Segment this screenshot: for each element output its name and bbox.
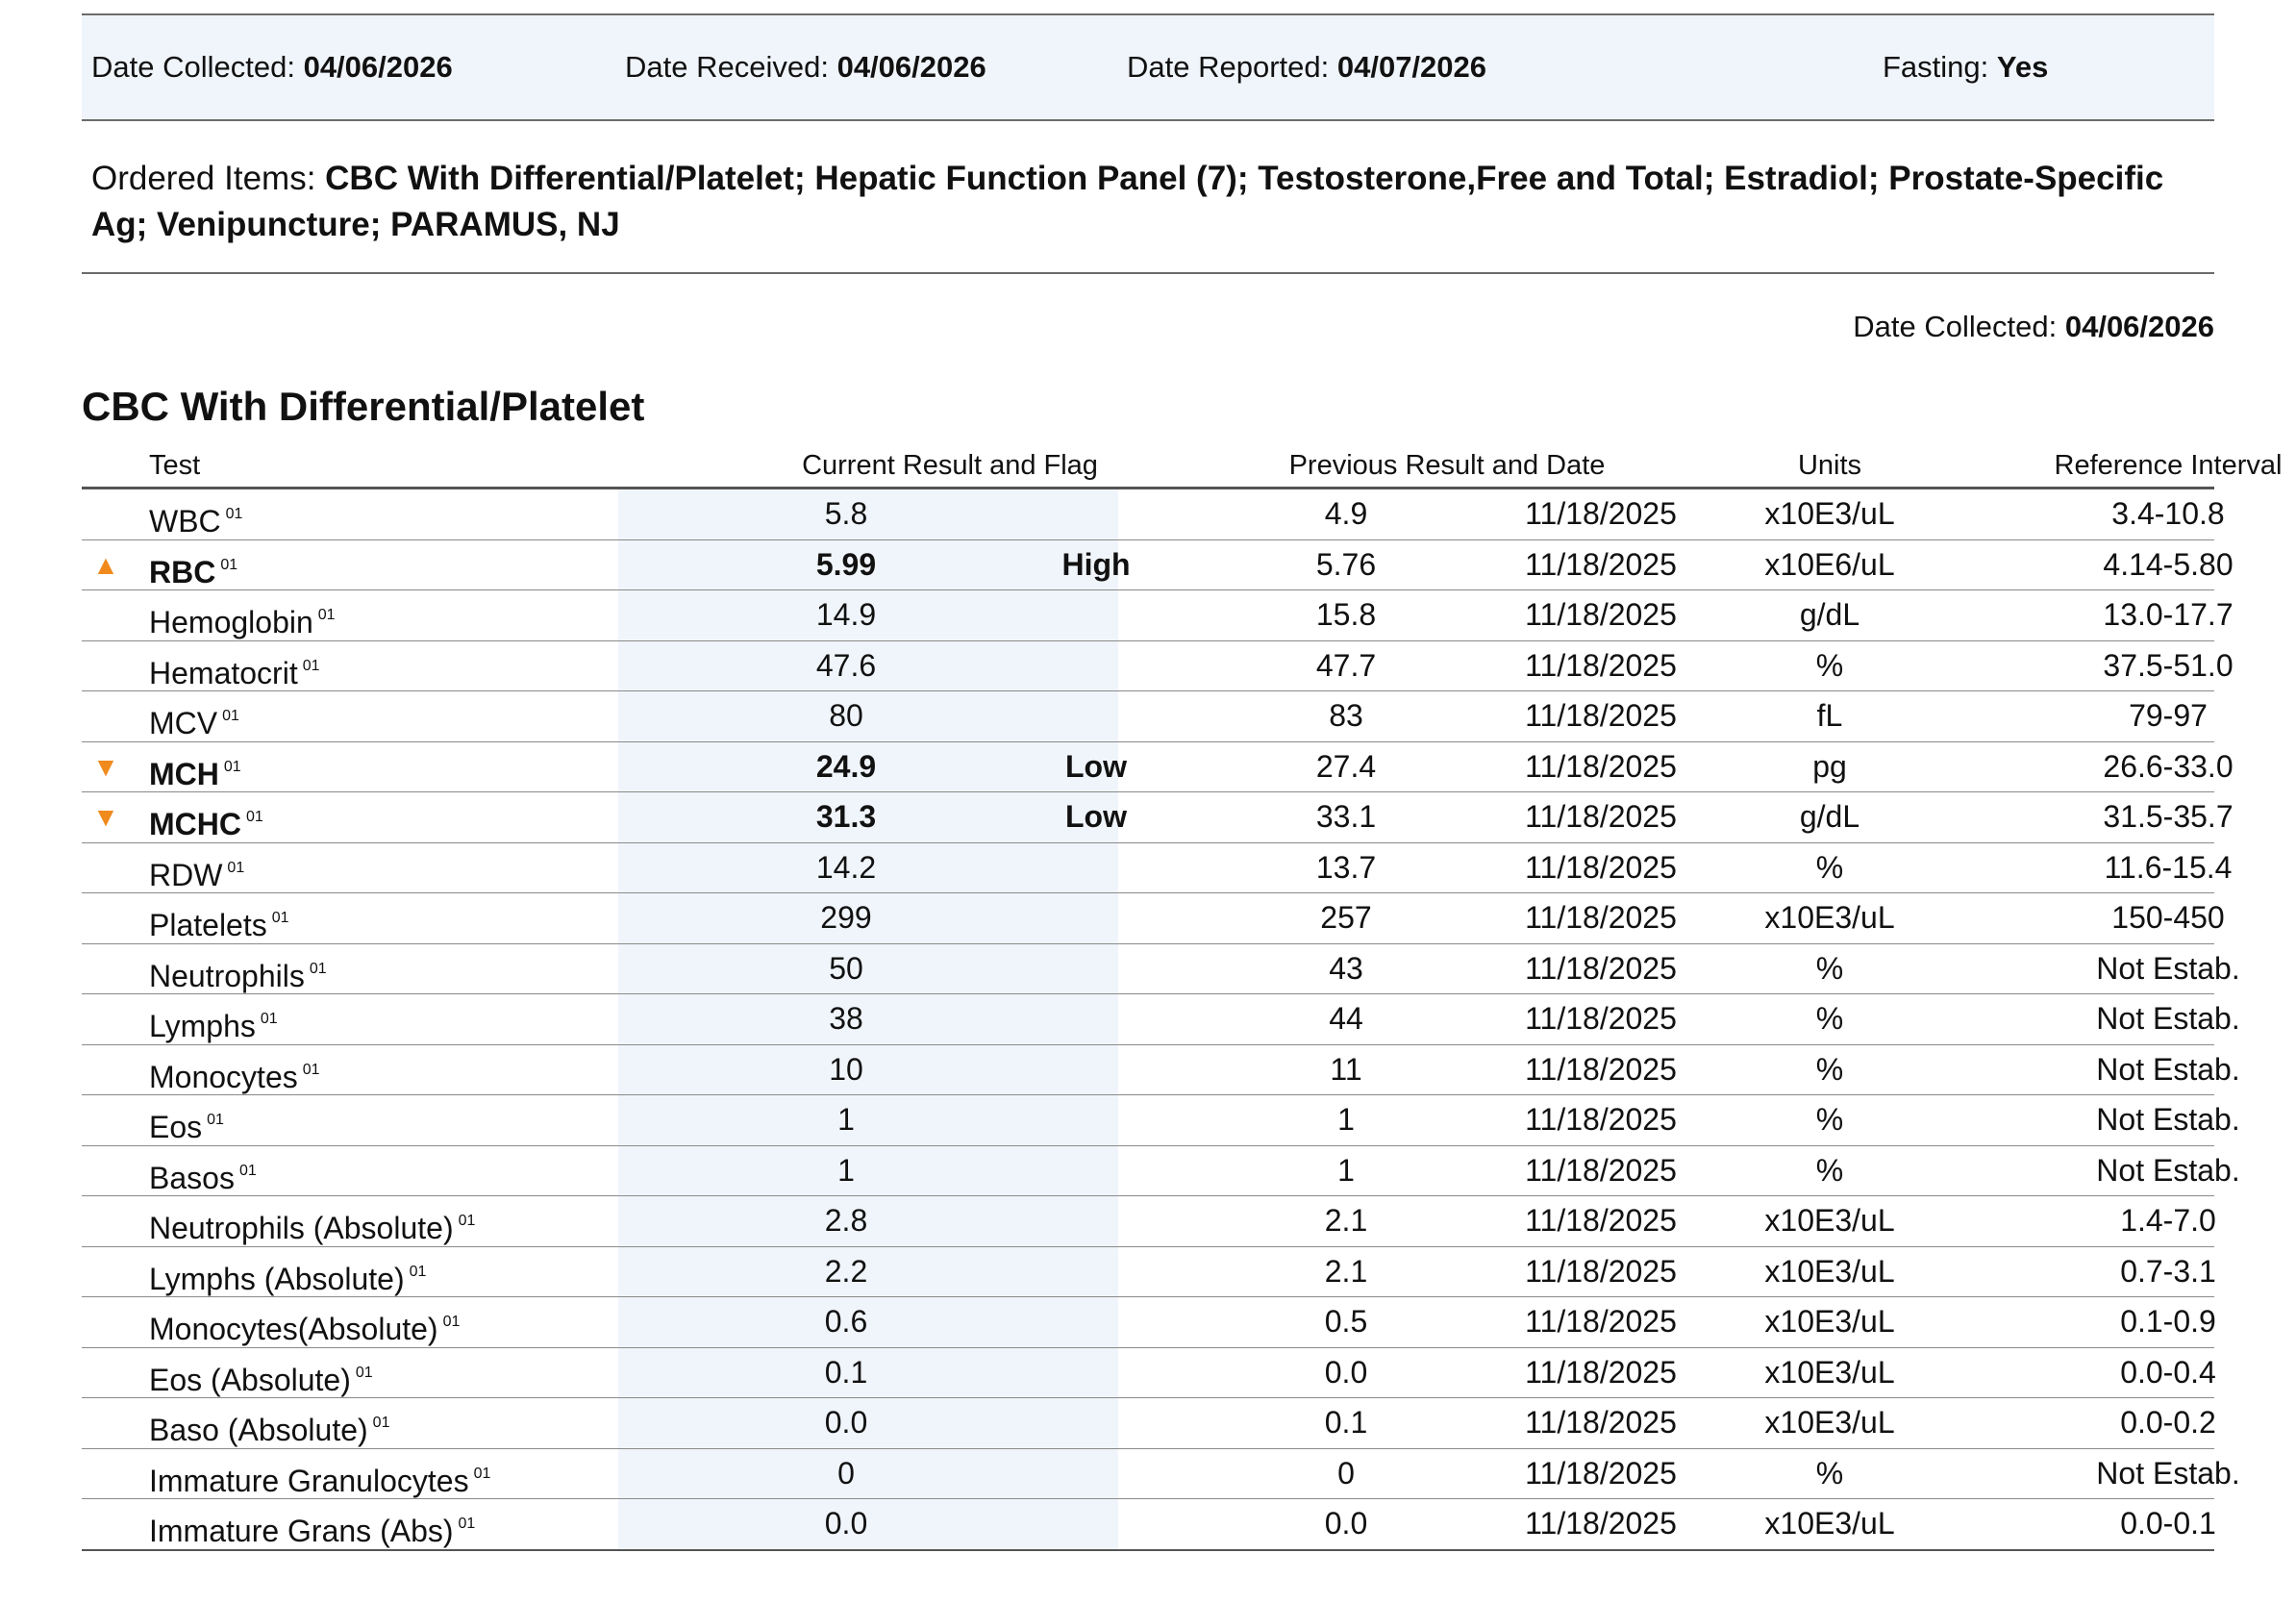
reference-interval: 13.0-17.7 <box>2103 597 2234 632</box>
test-name-cell <box>149 1499 475 1549</box>
table-row <box>82 641 2234 692</box>
current-result: 38 <box>829 1001 863 1036</box>
result-flag: High <box>1061 546 1131 582</box>
test-name: Lymphs <box>149 1009 256 1043</box>
previous-result: 11 <box>1330 1051 1362 1087</box>
current-result: 80 <box>829 698 863 733</box>
test-name-cell <box>149 1247 426 1297</box>
test-name-cell <box>149 994 278 1044</box>
previous-result: 0.1 <box>1324 1405 1368 1440</box>
flag-icon-slot <box>91 1398 120 1448</box>
previous-result: 27.4 <box>1315 748 1377 784</box>
flag-icon-slot <box>91 1095 120 1145</box>
current-result: 47.6 <box>815 647 877 683</box>
lab-code: 01 <box>317 607 336 623</box>
table-row <box>82 691 2214 742</box>
test-name-cell <box>149 792 263 842</box>
section-date-collected-value: 04/06/2026 <box>2064 310 2214 343</box>
table-row <box>82 893 2225 944</box>
units: % <box>1815 1051 1844 1087</box>
test-name-cell <box>149 843 244 893</box>
previous-date: 11/18/2025 <box>1525 597 1677 632</box>
date-received-label: Date Received: <box>625 50 829 84</box>
table-row <box>82 944 2240 995</box>
previous-result: 43 <box>1329 950 1363 986</box>
units: % <box>1815 1001 1844 1036</box>
test-name: Monocytes(Absolute) <box>149 1312 438 1346</box>
test-name: Eos (Absolute) <box>149 1362 351 1397</box>
lab-code: 01 <box>302 1061 320 1078</box>
table-row <box>82 1095 2240 1146</box>
current-result: 31.3 <box>815 799 877 834</box>
test-name: MCH <box>149 756 219 791</box>
current-result: 2.8 <box>824 1203 868 1238</box>
table-row <box>82 1196 2214 1247</box>
units: x10E3/uL <box>1764 1405 1895 1440</box>
previous-date: 11/18/2025 <box>1525 647 1677 683</box>
previous-result: 2.1 <box>1324 1253 1368 1289</box>
flag-icon-slot <box>91 1247 120 1297</box>
ordered-items <box>82 156 2214 248</box>
reference-interval: 1.4-7.0 <box>2120 1203 2216 1238</box>
test-name: Basos <box>149 1160 235 1195</box>
lab-code: 01 <box>245 809 263 825</box>
column-header-test: Test <box>149 450 201 481</box>
previous-result: 15.8 <box>1315 597 1377 632</box>
previous-result: 2.1 <box>1324 1203 1368 1238</box>
test-name-cell <box>149 1196 475 1246</box>
reference-interval: 79-97 <box>2129 698 2208 733</box>
previous-date: 11/18/2025 <box>1525 1001 1677 1036</box>
units: % <box>1815 849 1844 885</box>
test-name-cell <box>149 1449 490 1499</box>
date-received-value: 04/06/2026 <box>836 50 986 84</box>
reference-interval: Not Estab. <box>2096 950 2240 986</box>
table-row <box>82 792 2234 843</box>
result-flag: Low <box>1065 748 1127 784</box>
units: fL <box>1816 698 1843 733</box>
date-collected <box>91 48 453 87</box>
lab-code: 01 <box>473 1465 491 1482</box>
reference-interval: 0.1-0.9 <box>2120 1304 2216 1339</box>
table-row <box>82 994 2240 1045</box>
low-flag-icon: ▼ <box>92 751 119 782</box>
previous-date: 11/18/2025 <box>1525 1051 1677 1087</box>
units: % <box>1815 1102 1844 1137</box>
previous-date: 11/18/2025 <box>1525 748 1677 784</box>
date-collected-label: Date Collected: <box>91 50 295 84</box>
flag-icon-slot <box>91 1146 120 1196</box>
flag-icon-slot <box>91 944 120 994</box>
table-row <box>82 1499 2214 1551</box>
reference-interval: Not Estab. <box>2096 1001 2240 1036</box>
test-name: MCV <box>149 706 218 740</box>
flag-icon-slot <box>91 893 120 943</box>
units: % <box>1815 1152 1844 1188</box>
reference-interval: 4.14-5.80 <box>2103 546 2234 582</box>
flag-icon-slot <box>91 1196 120 1246</box>
table-row <box>82 1297 2214 1348</box>
previous-date: 11/18/2025 <box>1525 496 1677 531</box>
previous-result: 1 <box>1337 1102 1355 1137</box>
flag-icon-slot <box>91 1045 120 1095</box>
table-row <box>82 742 2234 793</box>
current-result: 5.8 <box>824 496 868 531</box>
table-row <box>82 1449 2240 1500</box>
units: g/dL <box>1799 799 1860 834</box>
previous-result: 0.5 <box>1324 1304 1368 1339</box>
reference-interval: 31.5-35.7 <box>2103 799 2234 834</box>
flag-icon-slot <box>91 489 120 539</box>
column-header-previous: Previous Result and Date <box>1288 450 1606 481</box>
units: x10E3/uL <box>1764 1506 1895 1541</box>
test-name: Hemoglobin <box>149 605 313 639</box>
test-name-cell <box>149 1398 389 1448</box>
previous-date: 11/18/2025 <box>1525 1253 1677 1289</box>
test-name-cell <box>149 1348 373 1398</box>
table-row <box>82 1348 2214 1399</box>
table-row <box>82 540 2234 591</box>
reference-interval: Not Estab. <box>2096 1455 2240 1491</box>
flag-icon-slot <box>91 1348 120 1398</box>
test-name: Neutrophils (Absolute) <box>149 1211 454 1245</box>
lab-code: 01 <box>442 1314 461 1330</box>
current-result: 0 <box>837 1455 855 1491</box>
previous-date: 11/18/2025 <box>1525 1405 1677 1440</box>
table-row <box>82 1398 2214 1449</box>
previous-date: 11/18/2025 <box>1525 1203 1677 1238</box>
current-result: 0.0 <box>824 1506 868 1541</box>
fasting-value: Yes <box>1996 50 2049 84</box>
previous-result: 0.0 <box>1324 1506 1368 1541</box>
reference-interval: 0.0-0.4 <box>2120 1354 2216 1390</box>
previous-result: 4.9 <box>1324 496 1368 531</box>
section-title: CBC With Differential/Platelet <box>82 384 645 429</box>
units: x10E3/uL <box>1764 1203 1895 1238</box>
report-header-band <box>82 13 2214 121</box>
flag-icon-slot <box>91 1449 120 1499</box>
test-name: Platelets <box>149 908 267 942</box>
test-name-cell <box>149 691 239 741</box>
table-row <box>82 1045 2240 1096</box>
test-name: Immature Granulocytes <box>149 1463 469 1498</box>
previous-result: 257 <box>1320 900 1372 935</box>
lab-code: 01 <box>227 859 245 876</box>
current-result: 0.6 <box>824 1304 868 1339</box>
lab-code: 01 <box>220 556 238 573</box>
test-name-cell <box>149 1045 320 1095</box>
current-result: 2.2 <box>824 1253 868 1289</box>
section-date-collected-label: Date Collected: <box>1853 310 2058 343</box>
previous-date: 11/18/2025 <box>1525 1102 1677 1137</box>
lab-code: 01 <box>222 708 239 724</box>
previous-date: 11/18/2025 <box>1525 1304 1677 1339</box>
lab-code: 01 <box>271 910 289 926</box>
reference-interval: 0.7-3.1 <box>2120 1253 2216 1289</box>
units: % <box>1815 950 1844 986</box>
flag-icon-slot <box>91 641 120 691</box>
previous-date: 11/18/2025 <box>1525 849 1677 885</box>
flag-icon-slot <box>91 691 120 741</box>
test-name-cell <box>149 1146 257 1196</box>
test-name: Eos <box>149 1110 203 1144</box>
fasting-label: Fasting: <box>1883 50 1989 84</box>
lab-code: 01 <box>223 758 241 775</box>
previous-result: 0.0 <box>1324 1354 1368 1390</box>
current-result: 1 <box>837 1102 855 1137</box>
previous-result: 5.76 <box>1315 546 1377 582</box>
reference-interval: 150-450 <box>2111 900 2225 935</box>
previous-date: 11/18/2025 <box>1525 900 1677 935</box>
results-table <box>82 446 2283 1551</box>
test-name-cell <box>149 540 237 590</box>
previous-result: 83 <box>1329 698 1363 733</box>
lab-code: 01 <box>309 960 327 977</box>
reference-interval: 26.6-33.0 <box>2103 748 2234 784</box>
test-name-cell <box>149 489 242 539</box>
table-row <box>82 1146 2240 1197</box>
previous-result: 1 <box>1337 1152 1355 1188</box>
column-header-units: Units <box>1797 450 1862 481</box>
lab-code: 01 <box>372 1415 390 1431</box>
current-result: 10 <box>829 1051 863 1087</box>
test-name: Lymphs (Absolute) <box>149 1261 405 1296</box>
test-name: RBC <box>149 554 216 589</box>
units: % <box>1815 1455 1844 1491</box>
test-name: Immature Grans (Abs) <box>149 1514 454 1548</box>
test-name-cell <box>149 590 336 640</box>
high-flag-icon: ▲ <box>92 549 119 580</box>
ordered-items-list: CBC With Differential/Platelet; Hepatic Function Panel (7); Testosterone,Free and Total; Estradiol; Prostate-Specific Ag; Venipuncture; PARAMUS, NJ <box>91 160 2164 243</box>
lab-report-page <box>82 13 2283 1551</box>
current-result: 0.1 <box>824 1354 868 1390</box>
units: x10E3/uL <box>1764 496 1895 531</box>
test-name: RDW <box>149 857 223 892</box>
reference-interval: 11.6-15.4 <box>2104 849 2233 885</box>
fasting <box>1883 48 2048 87</box>
test-name: Baso (Absolute) <box>149 1413 368 1447</box>
current-result: 14.2 <box>815 849 877 885</box>
reference-interval: 3.4-10.8 <box>2111 496 2225 531</box>
lab-code: 01 <box>355 1364 373 1381</box>
date-reported <box>1127 48 1486 87</box>
section-date-collected <box>82 308 2214 346</box>
previous-date: 11/18/2025 <box>1525 1506 1677 1541</box>
previous-result: 33.1 <box>1315 799 1377 834</box>
flag-icon-slot <box>91 1297 120 1347</box>
previous-result: 0 <box>1337 1455 1355 1491</box>
test-name: Monocytes <box>149 1059 298 1094</box>
previous-result: 44 <box>1329 1001 1363 1036</box>
reference-interval: Not Estab. <box>2096 1102 2240 1137</box>
previous-result: 13.7 <box>1315 849 1377 885</box>
previous-date: 11/18/2025 <box>1525 698 1677 733</box>
units: x10E3/uL <box>1764 1253 1895 1289</box>
previous-result: 47.7 <box>1315 647 1377 683</box>
previous-date: 11/18/2025 <box>1525 1152 1677 1188</box>
test-name: Neutrophils <box>149 958 305 993</box>
test-name-cell <box>149 742 241 792</box>
test-name: Hematocrit <box>149 655 298 690</box>
units: g/dL <box>1799 597 1860 632</box>
lab-code: 01 <box>260 1011 278 1027</box>
previous-date: 11/18/2025 <box>1525 1455 1677 1491</box>
test-name-cell <box>149 641 320 691</box>
reference-interval: Not Estab. <box>2096 1051 2240 1087</box>
lab-code: 01 <box>458 1213 476 1229</box>
table-row <box>82 590 2234 641</box>
previous-date: 11/18/2025 <box>1525 546 1677 582</box>
flag-icon-slot <box>91 1499 120 1549</box>
units: x10E3/uL <box>1764 1354 1895 1390</box>
column-header-reference: Reference Interval <box>2054 450 2283 481</box>
units: pg <box>1812 748 1847 784</box>
current-result: 50 <box>829 950 863 986</box>
date-received <box>625 48 986 87</box>
units: x10E3/uL <box>1764 1304 1895 1339</box>
result-flag: Low <box>1065 799 1127 834</box>
date-collected-value: 04/06/2026 <box>303 50 453 84</box>
units: x10E6/uL <box>1764 546 1895 582</box>
lab-code: 01 <box>238 1162 257 1179</box>
date-reported-label: Date Reported: <box>1127 50 1330 84</box>
test-name: MCHC <box>149 807 241 841</box>
date-reported-value: 04/07/2026 <box>1336 50 1487 84</box>
table-row <box>82 843 2233 894</box>
ordered-items-label: Ordered Items: <box>91 160 316 197</box>
current-result: 5.99 <box>815 546 877 582</box>
divider <box>82 272 2214 274</box>
column-header-current: Current Result and Flag <box>802 450 1098 481</box>
current-result: 1 <box>837 1152 855 1188</box>
test-name-cell <box>149 1297 460 1347</box>
test-name: WBC <box>149 504 221 539</box>
lab-code: 01 <box>207 1112 224 1128</box>
flag-icon-slot <box>91 994 120 1044</box>
lab-code: 01 <box>458 1516 476 1532</box>
table-header <box>82 446 2283 489</box>
low-flag-icon: ▼ <box>92 802 119 832</box>
previous-date: 11/18/2025 <box>1525 799 1677 834</box>
previous-date: 11/18/2025 <box>1525 1354 1677 1390</box>
lab-code: 01 <box>225 506 243 522</box>
reference-interval: 37.5-51.0 <box>2103 647 2234 683</box>
test-name-cell <box>149 893 289 943</box>
table-body <box>82 489 2240 1551</box>
current-result: 299 <box>820 900 872 935</box>
lab-code: 01 <box>409 1263 427 1280</box>
current-result: 24.9 <box>815 748 877 784</box>
previous-date: 11/18/2025 <box>1525 950 1677 986</box>
current-result: 14.9 <box>815 597 877 632</box>
table-row <box>82 1247 2214 1298</box>
lab-code: 01 <box>302 657 320 674</box>
current-result: 0.0 <box>824 1405 868 1440</box>
units: % <box>1815 647 1844 683</box>
flag-icon-slot <box>91 843 120 893</box>
flag-icon-slot <box>91 590 120 640</box>
reference-interval: 0.0-0.1 <box>2120 1506 2216 1541</box>
test-name-cell <box>149 944 327 994</box>
reference-interval: 0.0-0.2 <box>2120 1405 2216 1440</box>
units: x10E3/uL <box>1764 900 1895 935</box>
test-name-cell <box>149 1095 224 1145</box>
table-row <box>82 489 2225 540</box>
reference-interval: Not Estab. <box>2096 1152 2240 1188</box>
